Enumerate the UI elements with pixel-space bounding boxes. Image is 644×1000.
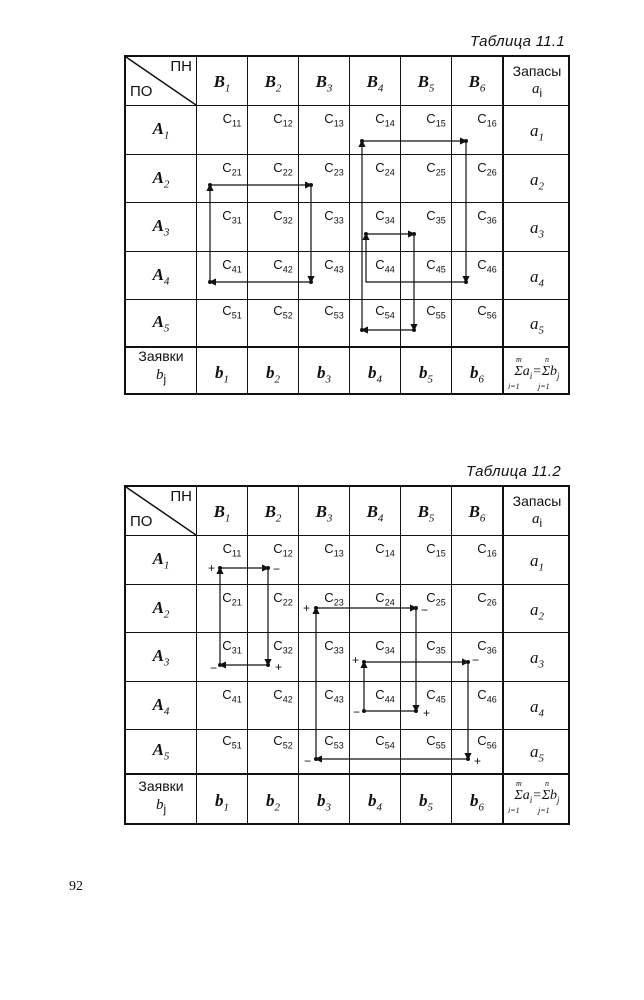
cost-cell-c11: $C_{11}$ [222, 541, 242, 559]
cycle-sign: − [421, 603, 429, 617]
column-header-b1: $B_1$ [213, 502, 231, 525]
cost-cell-c31: $C_{31}$ [222, 638, 242, 656]
cost-cell-c51: $C_{51}$ [222, 303, 242, 321]
corner-origin-label: ПО [130, 83, 153, 100]
cost-cell-c34: $C_{34}$ [375, 208, 395, 226]
cost-cell-c26: $C_{26}$ [477, 160, 497, 178]
cycle-node [466, 757, 470, 761]
column-header-b4: $B_4$ [366, 502, 384, 525]
demand-b4: $b_4$ [368, 791, 382, 814]
demand-b1: $b_1$ [215, 791, 229, 814]
supply-a4: $a_4$ [530, 267, 544, 290]
demand-b1: $b_1$ [215, 363, 229, 386]
column-header-b5: $B_5$ [417, 502, 435, 525]
cost-cell-c54: $C_{54}$ [375, 303, 395, 321]
demand-header: Заявки $b_j$ [138, 778, 184, 816]
cycle-node [412, 328, 416, 332]
cycle-sign: − [353, 705, 361, 719]
cost-cell-c22: $C_{22}$ [273, 590, 293, 608]
cycle-sign: + [208, 561, 216, 575]
cost-cell-c46: $C_{46}$ [477, 687, 497, 705]
row-header-a2: $A_2$ [152, 598, 170, 621]
cost-cell-c12: $C_{12}$ [273, 541, 293, 559]
row-header-a4: $A_4$ [152, 265, 170, 288]
column-header-b3: $B_3$ [315, 502, 333, 525]
cycle-node [218, 663, 222, 667]
page-number: 92 [69, 879, 83, 894]
cost-cell-c42: $C_{42}$ [273, 257, 293, 275]
cost-cell-c16: $C_{16}$ [477, 541, 497, 559]
cost-cell-c22: $C_{22}$ [273, 160, 293, 178]
cost-cell-c31: $C_{31}$ [222, 208, 242, 226]
cycle-node [360, 328, 364, 332]
cost-cell-c42: $C_{42}$ [273, 687, 293, 705]
cycle-node [412, 232, 416, 236]
row-header-a1: $A_1$ [152, 549, 170, 572]
cost-cell-c55: $C_{55}$ [426, 303, 446, 321]
demand-b6: $b_6$ [470, 363, 484, 386]
corner-dest-label: ПН [170, 58, 192, 75]
transport-table-11-2 [124, 485, 570, 825]
cost-cell-c36: $C_{36}$ [477, 638, 497, 656]
cycle-node [218, 566, 222, 570]
cost-cell-c44: $C_{44}$ [375, 687, 395, 705]
cycle-node [208, 183, 212, 187]
row-header-a3: $A_3$ [152, 216, 170, 239]
cycle-node [266, 566, 270, 570]
demand-header: Заявки $b_j$ [138, 348, 184, 386]
cost-cell-c24: $C_{24}$ [375, 160, 395, 178]
cost-cell-c16: $C_{16}$ [477, 111, 497, 129]
cost-cell-c14: $C_{14}$ [375, 111, 395, 129]
cycle-node [464, 280, 468, 284]
cost-cell-c54: $C_{54}$ [375, 733, 395, 751]
cycle-sign: − [273, 562, 281, 576]
cost-cell-c55: $C_{55}$ [426, 733, 446, 751]
cost-cell-c41: $C_{41}$ [222, 257, 242, 275]
cost-cell-c21: $C_{21}$ [222, 160, 242, 178]
cost-cell-c15: $C_{15}$ [426, 111, 446, 129]
column-header-b1: $B_1$ [213, 72, 231, 95]
corner-dest-label: ПН [170, 488, 192, 505]
demand-b4: $b_4$ [368, 363, 382, 386]
column-header-b2: $B_2$ [264, 72, 282, 95]
row-header-a2: $A_2$ [152, 168, 170, 191]
cycle-node [464, 139, 468, 143]
demand-b2: $b_2$ [266, 363, 280, 386]
corner-cell [126, 487, 196, 535]
cycle-node [414, 606, 418, 610]
cost-cell-c12: $C_{12}$ [273, 111, 293, 129]
cost-cell-c33: $C_{33}$ [324, 208, 344, 226]
row-header-a3: $A_3$ [152, 646, 170, 669]
column-header-b5: $B_5$ [417, 72, 435, 95]
cost-cell-c46: $C_{46}$ [477, 257, 497, 275]
cost-cell-c23: $C_{23}$ [324, 590, 344, 608]
cycle-node [309, 280, 313, 284]
cost-cell-c43: $C_{43}$ [324, 687, 344, 705]
row-header-a1: $A_1$ [152, 119, 170, 142]
cost-cell-c21: $C_{21}$ [222, 590, 242, 608]
cost-cell-c25: $C_{25}$ [426, 160, 446, 178]
cycle-node [362, 709, 366, 713]
cost-cell-c26: $C_{26}$ [477, 590, 497, 608]
cycle-node [360, 139, 364, 143]
transport-table-11-1 [124, 55, 570, 395]
demand-b3: $b_3$ [317, 363, 331, 386]
cycle-sign: + [303, 601, 311, 615]
cycle-sign: + [423, 706, 431, 720]
cost-cell-c35: $C_{35}$ [426, 638, 446, 656]
demand-b3: $b_3$ [317, 791, 331, 814]
row-header-a5: $A_5$ [152, 312, 170, 335]
cycle-sign: + [275, 660, 283, 674]
cost-cell-c52: $C_{52}$ [273, 303, 293, 321]
cost-cell-c41: $C_{41}$ [222, 687, 242, 705]
cost-cell-c36: $C_{36}$ [477, 208, 497, 226]
cycle-node [466, 660, 470, 664]
cost-cell-c23: $C_{23}$ [324, 160, 344, 178]
cost-cell-c56: $C_{56}$ [477, 303, 497, 321]
supply-a3: $a_3$ [530, 218, 544, 241]
cost-cell-c51: $C_{51}$ [222, 733, 242, 751]
corner-origin-label: ПО [130, 513, 153, 530]
cost-cell-c53: $C_{53}$ [324, 303, 344, 321]
cycle-sign: + [352, 653, 360, 667]
cost-cell-c13: $C_{13}$ [324, 111, 344, 129]
cycle-sign: − [472, 653, 480, 667]
cycle-node [266, 663, 270, 667]
cost-cell-c44: $C_{44}$ [375, 257, 395, 275]
row-header-a5: $A_5$ [152, 740, 170, 763]
supply-a2: $a_2$ [530, 600, 544, 623]
cost-cell-c34: $C_{34}$ [375, 638, 395, 656]
cost-cell-c45: $C_{45}$ [426, 687, 446, 705]
row-header-a4: $A_4$ [152, 695, 170, 718]
cost-cell-c56: $C_{56}$ [477, 733, 497, 751]
demand-b2: $b_2$ [266, 791, 280, 814]
demand-b6: $b_6$ [470, 791, 484, 814]
supply-a5: $a_5$ [530, 314, 544, 337]
cycle-node [309, 183, 313, 187]
column-header-b2: $B_2$ [264, 502, 282, 525]
cycle-sign: − [304, 754, 312, 768]
supply-a1: $a_1$ [530, 121, 544, 144]
cycle-node [314, 757, 318, 761]
cycle-node [414, 709, 418, 713]
cost-cell-c43: $C_{43}$ [324, 257, 344, 275]
cycle-node [208, 280, 212, 284]
column-header-b3: $B_3$ [315, 72, 333, 95]
demand-b5: $b_5$ [419, 791, 433, 814]
cost-cell-c52: $C_{52}$ [273, 733, 293, 751]
cycle-node [362, 660, 366, 664]
supply-a1: $a_1$ [530, 551, 544, 574]
cost-cell-c53: $C_{53}$ [324, 733, 344, 751]
supply-a3: $a_3$ [530, 648, 544, 671]
cost-cell-c15: $C_{15}$ [426, 541, 446, 559]
supply-header: Запасы $a_i$ [512, 493, 562, 530]
cycle-sign: + [474, 754, 482, 768]
corner-cell [126, 57, 196, 105]
column-header-b6: $B_6$ [468, 502, 486, 525]
cost-cell-c33: $C_{33}$ [324, 638, 344, 656]
cost-cell-c32: $C_{32}$ [273, 208, 293, 226]
cost-cell-c24: $C_{24}$ [375, 590, 395, 608]
cost-cell-c13: $C_{13}$ [324, 541, 344, 559]
cycle-node [364, 232, 368, 236]
cycle-sign: − [210, 661, 218, 675]
cost-cell-c11: $C_{11}$ [222, 111, 242, 129]
supply-a4: $a_4$ [530, 697, 544, 720]
table-caption: Таблица 11.2 [466, 463, 562, 480]
cost-cell-c25: $C_{25}$ [426, 590, 446, 608]
balance-condition: m n $\Sigma a_i=\Sigma b_j$ i=1 j=1 [508, 779, 560, 815]
cost-cell-c45: $C_{45}$ [426, 257, 446, 275]
demand-b5: $b_5$ [419, 363, 433, 386]
column-header-b4: $B_4$ [366, 72, 384, 95]
supply-a5: $a_5$ [530, 742, 544, 765]
column-header-b6: $B_6$ [468, 72, 486, 95]
cycle-node [314, 606, 318, 610]
supply-a2: $a_2$ [530, 170, 544, 193]
table-caption: Таблица 11.1 [470, 33, 566, 50]
cost-cell-c32: $C_{32}$ [273, 638, 293, 656]
cost-cell-c14: $C_{14}$ [375, 541, 395, 559]
balance-condition: m n $\Sigma a_i=\Sigma b_j$ i=1 j=1 [508, 355, 560, 391]
supply-header: Запасы $a_i$ [512, 63, 562, 100]
cost-cell-c35: $C_{35}$ [426, 208, 446, 226]
